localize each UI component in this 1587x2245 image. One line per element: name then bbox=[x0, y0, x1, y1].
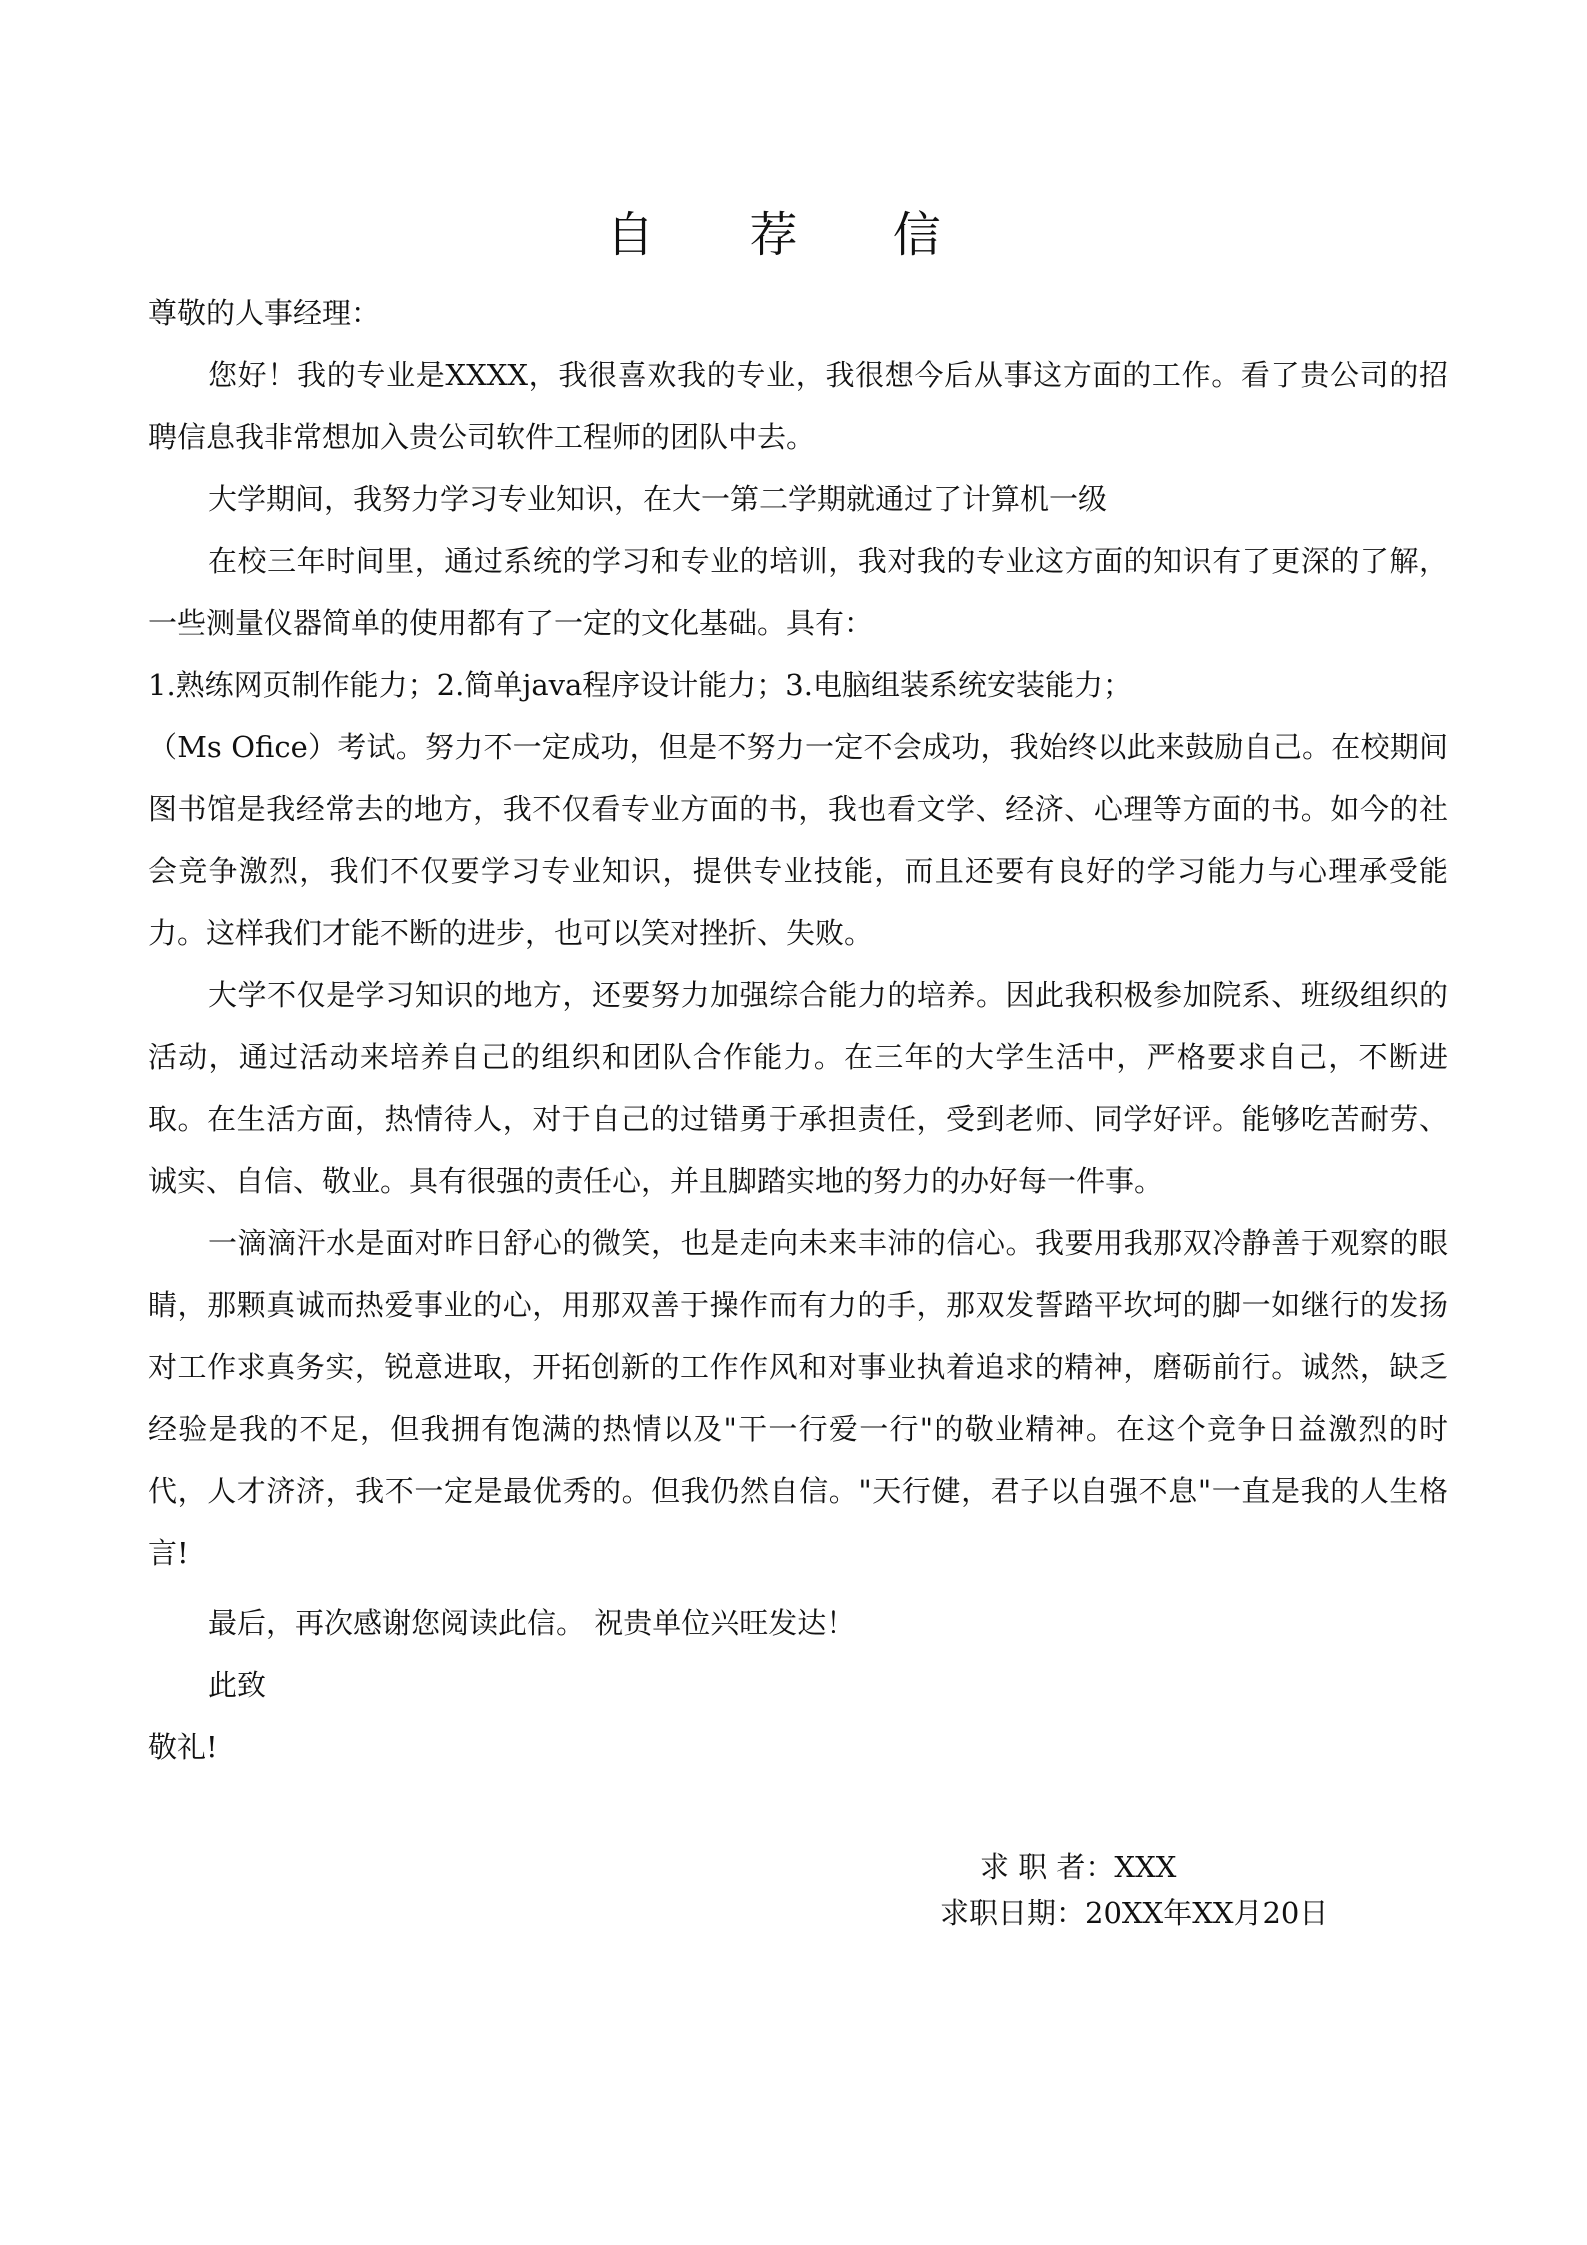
paragraph: 大学期间，我努力学习专业知识，在大一第二学期就通过了计算机一级 bbox=[208, 482, 1108, 516]
paragraph: 您好！我的专业是XXXX，我很喜欢我的专业，我很想今后从事这方面的工作。看了贵公司的招聘信息我非常想加入贵公司软件工程师的团队中去。 bbox=[148, 358, 1448, 454]
letter-body bbox=[148, 282, 1448, 1778]
paragraph: 大学不仅是学习知识的地方，还要努力加强综合能力的培养。因此我积极参加院系、班级组织的活动，通过活动来培养自己的组织和团队合作能力。在三年的大学生活中，严格要求自己，不断进取。在生活方面，热情待人，对于自己的过错勇于承担责任，受到老师、同学好评。能够吃苦耐劳、诚实、自信、敬业。具有很强的责任心，并且脚踏实地的努力的办好每一件事。 bbox=[148, 978, 1448, 1198]
application-date: 求职日期：20XX年XX月20日 bbox=[940, 1896, 1329, 1930]
regards: 敬礼! bbox=[148, 1730, 218, 1764]
applicant-name: 求 职 者：XXX bbox=[980, 1850, 1177, 1884]
closing-line: 最后，再次感谢您阅读此信。 祝贵单位兴旺发达！ bbox=[208, 1606, 856, 1640]
paragraph: 一滴滴汗水是面对昨日舒心的微笑，也是走向未来丰沛的信心。我要用我那双冷静善于观察的眼睛，那颗真诚而热爱事业的心，用那双善于操作而有力的手，那双发誓踏平坎坷的脚一如继行的发扬对工作求真务实，锐意进取，开拓创新的工作作风和对事业执着追求的精神，磨砺前行。诚然，缺乏经验是我的不足，但我拥有饱满的热情以及"干一行爱一行"的敬业精神。在这个竞争日益激烈的时代，人才济济，我不一定是最优秀的。但我仍然自信。"天行健，君子以自强不息"一直是我的人生格言! bbox=[148, 1226, 1448, 1570]
letter-title: 自 荐 信 bbox=[606, 207, 981, 263]
salutation: 尊敬的人事经理： bbox=[148, 296, 381, 330]
spacer bbox=[148, 1584, 1448, 1592]
paragraph: （Ms Ofice）考试。努力不一定成功，但是不努力一定不会成功，我始终以此来鼓励自己。在校期间图书馆是我经常去的地方，我不仅看专业方面的书，我也看文学、经济、心理等方面的书。如今的社会竞争激烈，我们不仅要学习专业知识，提供专业技能，而且还要有良好的学习能力与心理承受能力。这样我们才能不断的进步，也可以笑对挫折、失败。 bbox=[148, 730, 1448, 950]
skills-list: 1.熟练网页制作能力；2.简单java程序设计能力；3.电脑组装系统安装能力； bbox=[148, 668, 1132, 702]
paragraph: 在校三年时间里，通过系统的学习和专业的培训，我对我的专业这方面的知识有了更深的了解，一些测量仪器简单的使用都有了一定的文化基础。具有： bbox=[148, 544, 1448, 640]
cizhi: 此致 bbox=[208, 1668, 267, 1702]
signature-block bbox=[940, 1844, 1328, 1936]
